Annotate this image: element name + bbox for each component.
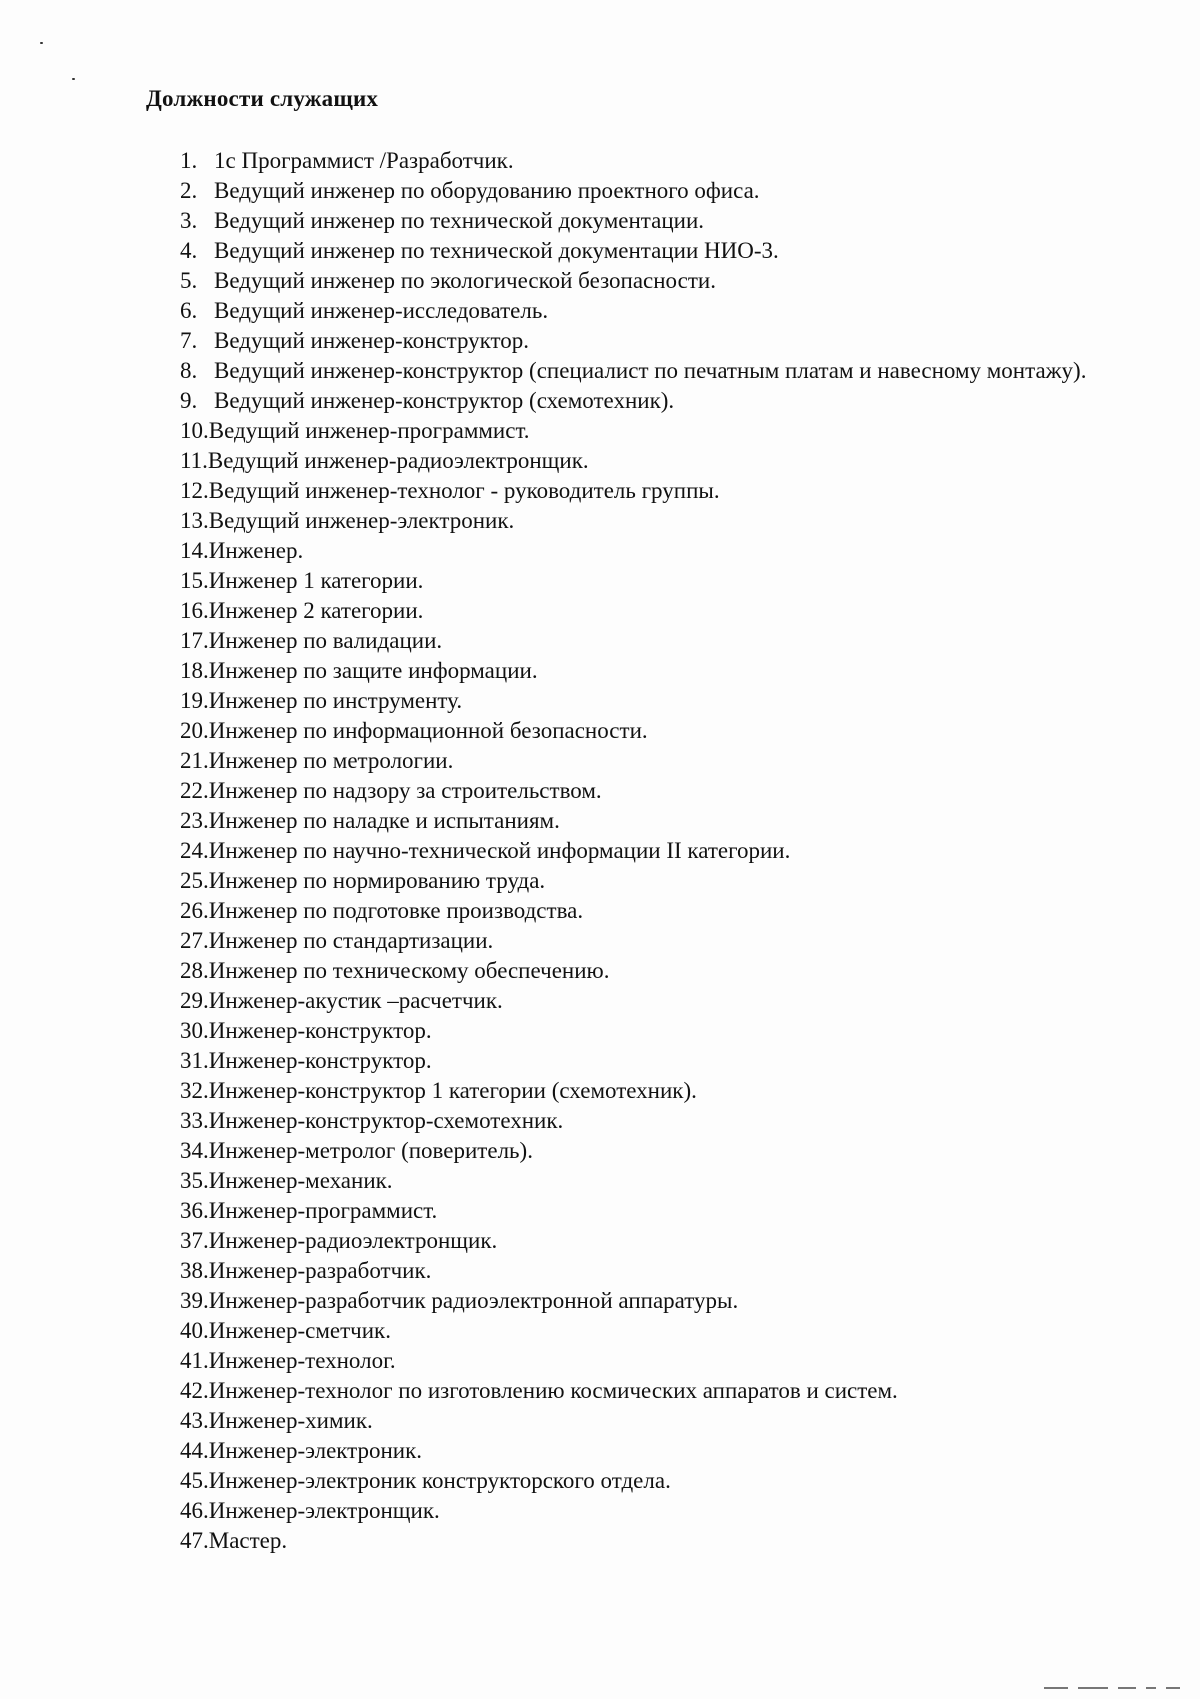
list-item xyxy=(180,1076,1130,1106)
item-text: Инженер-конструктор. xyxy=(208,1018,432,1043)
list-item xyxy=(180,326,1130,356)
list-item xyxy=(180,986,1130,1016)
item-text: Инженер-механик. xyxy=(208,1168,393,1193)
document-title: Должности служащих xyxy=(146,86,379,111)
item-number: 36. xyxy=(180,1198,209,1223)
item-text: Ведущий инженер-электроник. xyxy=(208,508,515,533)
list-item xyxy=(180,206,1130,236)
list-item xyxy=(180,866,1130,896)
list-item xyxy=(180,596,1130,626)
item-text: Ведущий инженер-исследователь. xyxy=(214,298,549,323)
item-text: Инженер-метролог (поверитель). xyxy=(208,1138,533,1163)
item-text: Ведущий инженер-конструктор (специалист по печатным платам и навесному монтажу). xyxy=(214,358,1087,383)
item-text: Инженер 2 категории. xyxy=(208,598,424,623)
item-number: 39. xyxy=(180,1288,209,1313)
list-item xyxy=(180,1166,1130,1196)
item-text: Ведущий инженер по экологической безопасности. xyxy=(214,268,716,293)
item-text: Инженер-конструктор. xyxy=(208,1048,432,1073)
list-item xyxy=(180,686,1130,716)
item-text: Мастер. xyxy=(208,1528,288,1553)
item-text: Инженер по метрологии. xyxy=(208,748,454,773)
item-number: 29. xyxy=(180,988,209,1013)
list-item xyxy=(180,266,1130,296)
item-text: 1с Программист /Разработчик. xyxy=(214,148,514,173)
list-item xyxy=(180,1466,1130,1496)
list-item xyxy=(180,776,1130,806)
item-text: Ведущий инженер по технической документации. xyxy=(214,208,704,233)
item-number: 35. xyxy=(180,1168,209,1193)
item-number: 32. xyxy=(180,1078,209,1103)
item-number: 33. xyxy=(180,1108,209,1133)
item-number: 47. xyxy=(180,1528,209,1553)
item-number: 42. xyxy=(180,1378,209,1403)
item-text: Инженер по информационной безопасности. xyxy=(208,718,648,743)
scan-speck xyxy=(40,42,43,44)
item-number: 27. xyxy=(180,928,209,953)
list-item xyxy=(180,1136,1130,1166)
item-number: 40. xyxy=(180,1318,209,1343)
list-item xyxy=(180,1286,1130,1316)
item-text: Инженер по защите информации. xyxy=(208,658,538,683)
item-text: Инженер по стандартизации. xyxy=(208,928,494,953)
item-text: Инженер-разработчик. xyxy=(208,1258,432,1283)
list-item xyxy=(180,896,1130,926)
list-item xyxy=(180,746,1130,776)
list-item xyxy=(180,356,1130,386)
item-text: Инженер-программист. xyxy=(208,1198,438,1223)
item-text: Инженер-технолог. xyxy=(208,1348,396,1373)
list-item xyxy=(180,236,1130,266)
item-text: Инженер-радиоэлектронщик. xyxy=(208,1228,498,1253)
item-text: Инженер по подготовке производства. xyxy=(208,898,584,923)
item-text: Ведущий инженер-радиоэлектронщик. xyxy=(207,448,589,473)
item-number: 26. xyxy=(180,898,209,923)
item-number: 21. xyxy=(180,748,209,773)
job-titles-list xyxy=(180,146,1130,1556)
item-text: Инженер-электроник. xyxy=(208,1438,423,1463)
item-number: 12. xyxy=(180,478,209,503)
list-item xyxy=(180,1526,1130,1556)
item-number: 5. xyxy=(180,268,198,293)
list-item xyxy=(180,716,1130,746)
item-text: Ведущий инженер-конструктор. xyxy=(214,328,530,353)
list-item xyxy=(180,656,1130,686)
item-number: 28. xyxy=(180,958,209,983)
item-text: Инженер-акустик –расчетчик. xyxy=(208,988,503,1013)
list-item xyxy=(180,416,1130,446)
item-text: Инженер-конструктор-схемотехник. xyxy=(208,1108,564,1133)
list-item xyxy=(180,1106,1130,1136)
item-number: 2. xyxy=(180,178,198,203)
item-number: 15. xyxy=(180,568,209,593)
item-text: Ведущий инженер по оборудованию проектного офиса. xyxy=(214,178,760,203)
list-item xyxy=(180,1406,1130,1436)
list-item xyxy=(180,836,1130,866)
item-text: Инженер 1 категории. xyxy=(208,568,424,593)
item-number: 18. xyxy=(180,658,209,683)
item-number: 16. xyxy=(180,598,209,623)
item-number: 37. xyxy=(180,1228,209,1253)
list-item xyxy=(180,806,1130,836)
item-text: Инженер-конструктор 1 категории (схемотехник). xyxy=(208,1078,697,1103)
item-number: 1. xyxy=(180,148,198,173)
item-number: 13. xyxy=(180,508,209,533)
item-number: 44. xyxy=(180,1438,209,1463)
item-text: Инженер-технолог по изготовлению космических аппаратов и систем. xyxy=(208,1378,898,1403)
item-number: 20. xyxy=(180,718,209,743)
item-number: 30. xyxy=(180,1018,209,1043)
list-item xyxy=(180,1316,1130,1346)
item-number: 4. xyxy=(180,238,198,263)
list-item xyxy=(180,536,1130,566)
list-item xyxy=(180,1226,1130,1256)
list-item xyxy=(180,566,1130,596)
item-number: 43. xyxy=(180,1408,209,1433)
item-number: 24. xyxy=(180,838,209,863)
item-text: Инженер по техническому обеспечению. xyxy=(208,958,610,983)
item-number: 23. xyxy=(180,808,209,833)
item-number: 38. xyxy=(180,1258,209,1283)
item-number: 6. xyxy=(180,298,198,323)
item-text: Ведущий инженер по технической документации НИО-3. xyxy=(214,238,779,263)
list-item xyxy=(180,956,1130,986)
list-item xyxy=(180,926,1130,956)
list-item xyxy=(180,1196,1130,1226)
item-text: Инженер-химик. xyxy=(208,1408,373,1433)
item-text: Инженер-разработчик радиоэлектронной аппаратуры. xyxy=(208,1288,739,1313)
list-item xyxy=(180,1046,1130,1076)
item-text: Инженер. xyxy=(208,538,304,563)
item-text: Ведущий инженер-конструктор (схемотехник). xyxy=(214,388,675,413)
list-item xyxy=(180,1436,1130,1466)
item-number: 9. xyxy=(180,388,198,413)
item-text: Ведущий инженер-технолог - руководитель группы. xyxy=(208,478,720,503)
item-number: 41. xyxy=(180,1348,209,1373)
list-item xyxy=(180,476,1130,506)
item-number: 17. xyxy=(180,628,209,653)
list-item xyxy=(180,176,1130,206)
item-number: 25. xyxy=(180,868,209,893)
list-item xyxy=(180,1016,1130,1046)
list-item xyxy=(180,386,1130,416)
item-number: 31. xyxy=(180,1048,209,1073)
item-text: Инженер по наладке и испытаниям. xyxy=(208,808,560,833)
list-item xyxy=(180,1346,1130,1376)
item-number: 46. xyxy=(180,1498,209,1523)
item-number: 19. xyxy=(180,688,209,713)
item-number: 34. xyxy=(180,1138,209,1163)
item-text: Инженер-электроник конструкторского отдела. xyxy=(208,1468,671,1493)
item-number: 22. xyxy=(180,778,209,803)
list-item xyxy=(180,446,1130,476)
item-text: Инженер по нормированию труда. xyxy=(208,868,546,893)
item-text: Инженер по надзору за строительством. xyxy=(208,778,602,803)
item-number: 45. xyxy=(180,1468,209,1493)
list-item xyxy=(180,146,1130,176)
item-text: Инженер-электронщик. xyxy=(208,1498,440,1523)
list-item xyxy=(180,1376,1130,1406)
item-number: 3. xyxy=(180,208,198,233)
list-item xyxy=(180,626,1130,656)
scan-speck xyxy=(72,78,75,80)
item-number: 14. xyxy=(180,538,209,563)
item-number: 10. xyxy=(180,418,209,443)
item-text: Инженер по валидации. xyxy=(208,628,443,653)
item-number: 7. xyxy=(180,328,198,353)
list-item xyxy=(180,296,1130,326)
scan-artifacts xyxy=(1044,1687,1180,1689)
list-item xyxy=(180,1496,1130,1526)
item-text: Инженер по инструменту. xyxy=(208,688,463,713)
list-item xyxy=(180,1256,1130,1286)
list-item xyxy=(180,506,1130,536)
item-number: 11. xyxy=(180,448,208,473)
item-text: Инженер-сметчик. xyxy=(208,1318,391,1343)
item-number: 8. xyxy=(180,358,198,383)
item-text: Ведущий инженер-программист. xyxy=(208,418,530,443)
item-text: Инженер по научно-технической информации II категории. xyxy=(208,838,791,863)
